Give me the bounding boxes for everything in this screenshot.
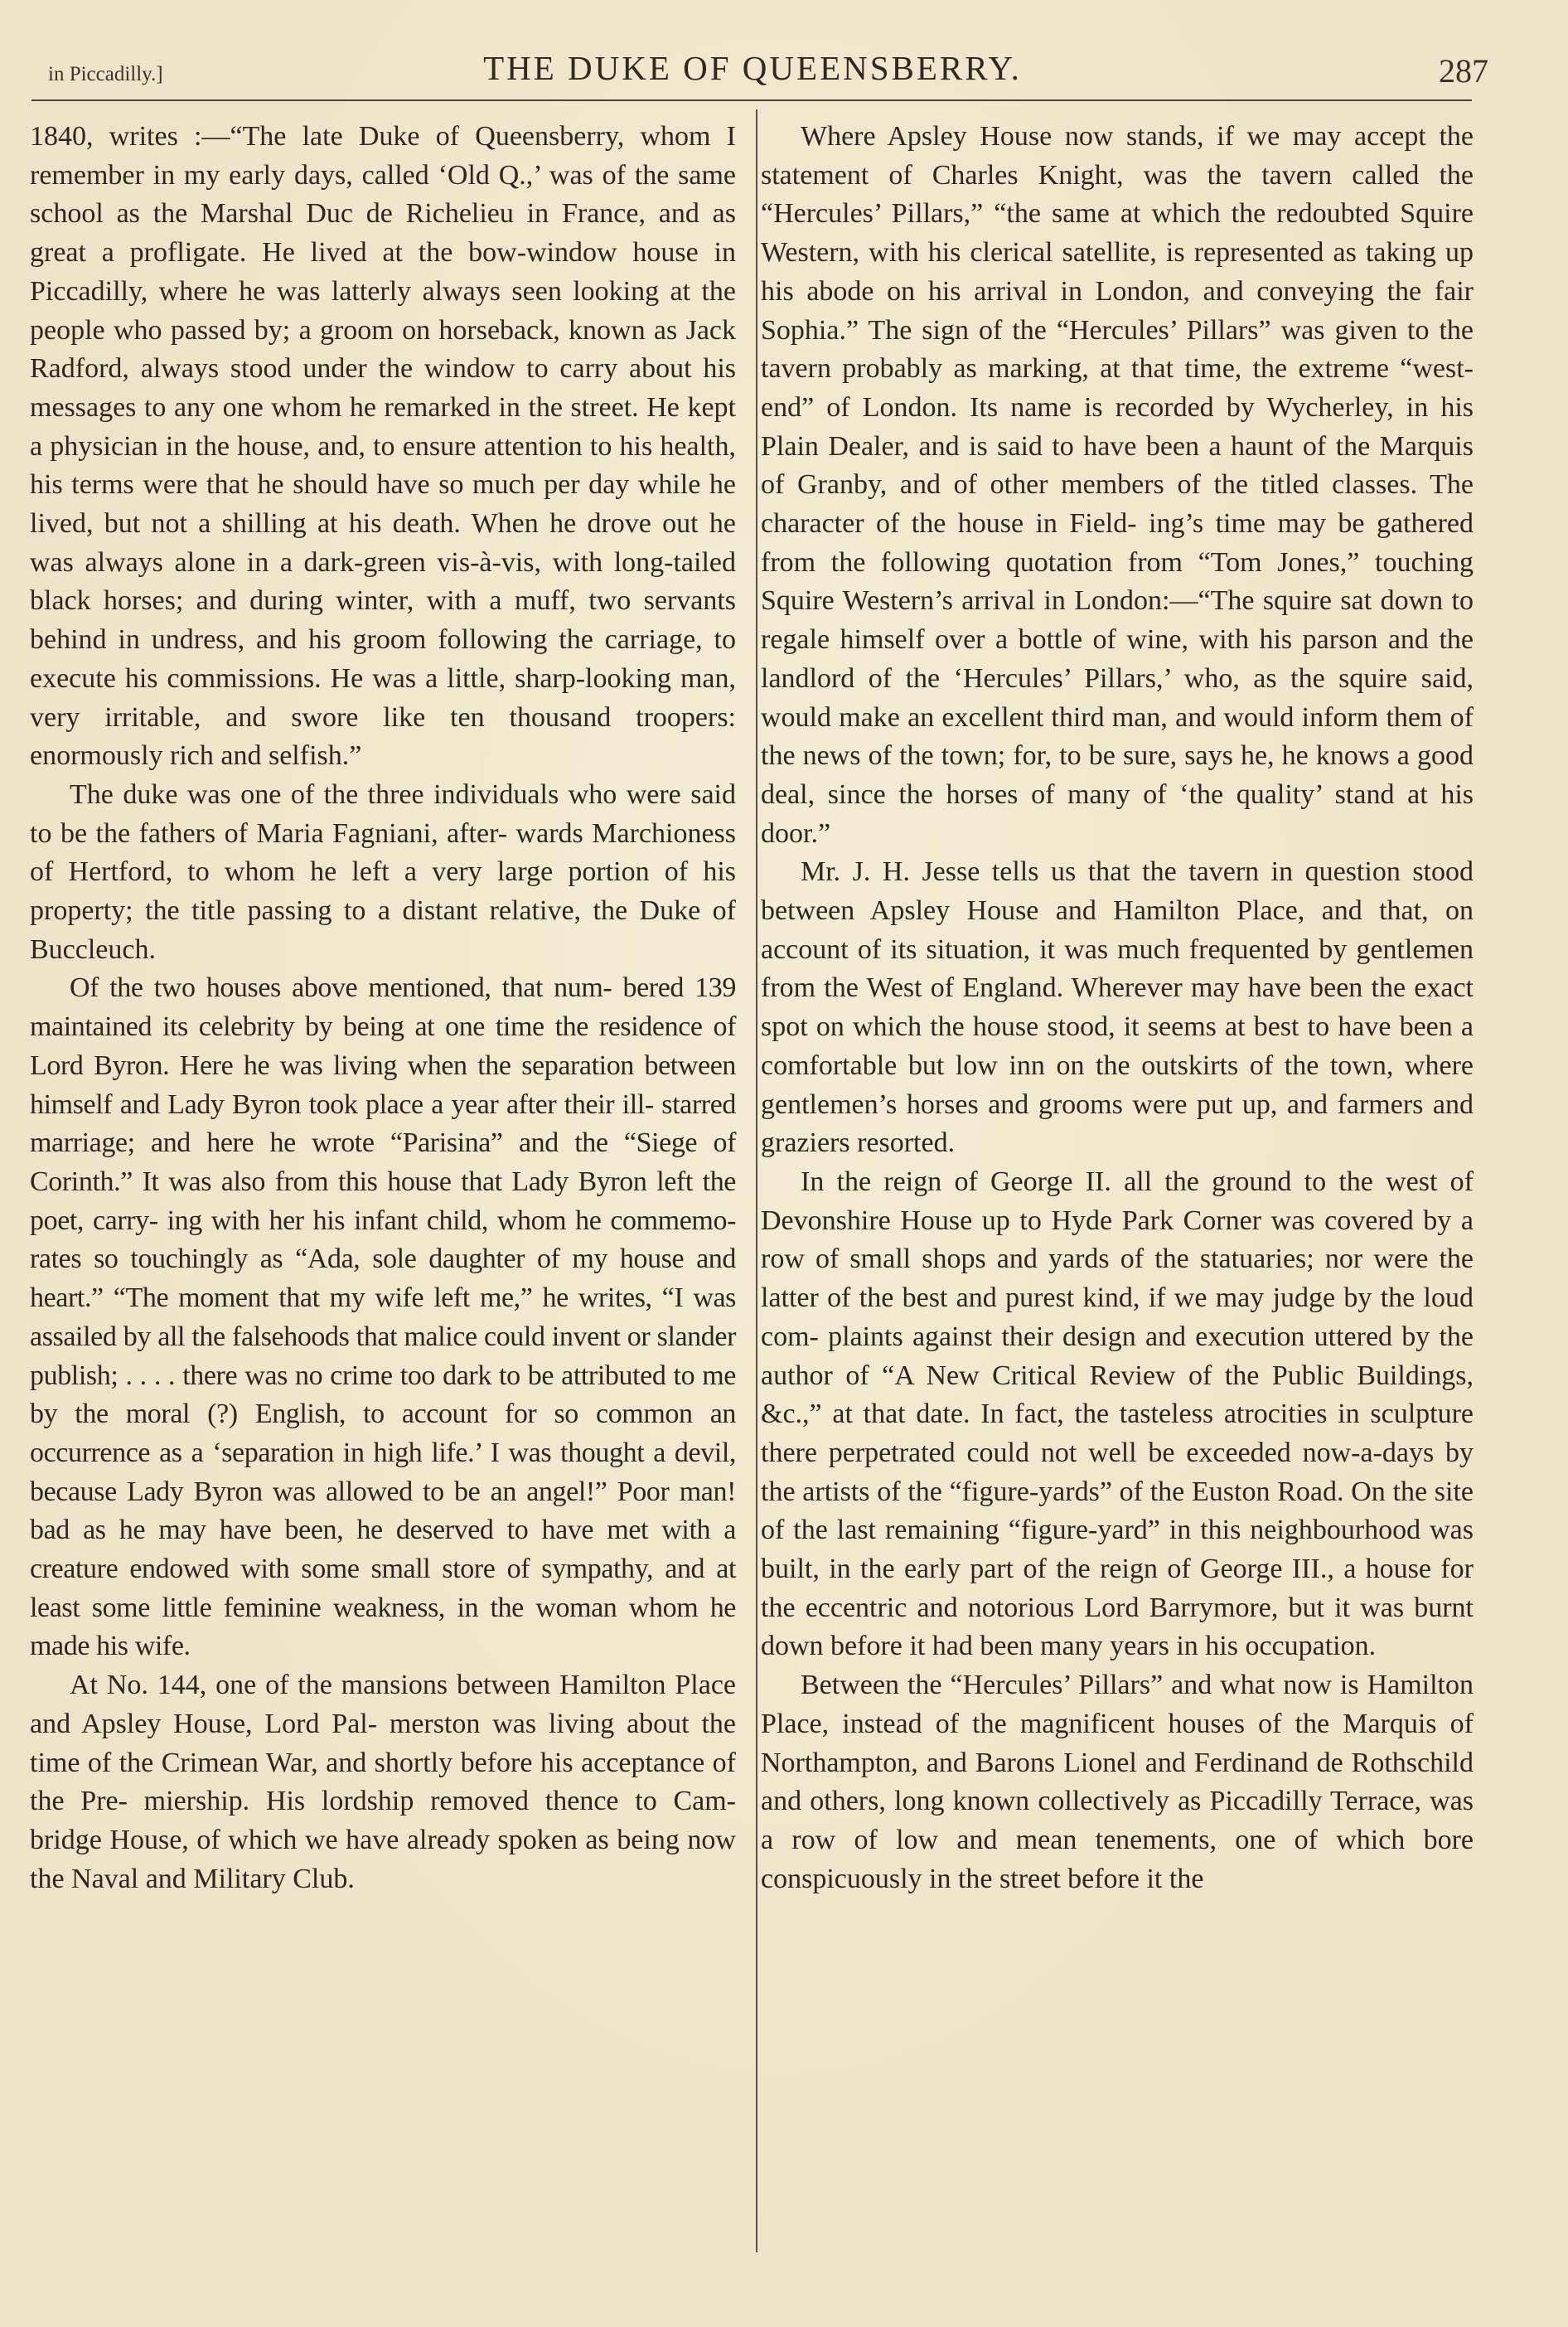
paragraph: Between the “Hercules’ Pillars” and what now is Hamilton Place, instead of the magnificent houses of the Marquis of Northampton, and Barons Lionel and Ferdinand de Rothschild and others, long known collectively as Piccadilly Terrace, was a row of low and mean tenements, one of which bore conspicuously in the street before it the — [761, 1670, 1474, 1894]
paragraph: The duke was one of the three individuals who were said to be the fathers of Maria Fagniani, after- wards Marchioness of Hertford, to whom he left a very large portion of his property; the title passing to a distant relative, the Duke of Buccleuch. — [30, 778, 736, 965]
paragraph: At No. 144, one of the mansions between Hamilton Place and Apsley House, Lord Pal- merston was living about the time of the Crimean War, and shortly before his acceptance of the Pre- miership. His lordship removed thence to Cam- bridge House, of which we have already spoken as being now the Naval and Military Club. — [30, 1670, 736, 1894]
page-number: 287 — [1439, 52, 1488, 90]
running-head-section: in Piccadilly.] — [48, 63, 163, 85]
paragraph: 1840, writes :—“The late Duke of Queensberry, whom I remember in my early days, called ‘Old Q.,’ was of the same school as the Marshal Duc de Richelieu in France, and as great a profligate. He lived at the bow-window house in Piccadilly, where he was latterly always seen looking at the people who passed by; a groom on horseback, known as Jack Radford, always stood under the window to carry about his messages to any one whom he remarked in the street. He kept a physician in the house, and, to ensure attention to his health, his terms were that he should have so much per day while he lived, but not a shilling at his death. When he drove out he was always alone in a dark-green vis-à-vis, with long-tailed black horses; and during winter, with a muff, two servants behind in undress, and his groom following the carriage, to execute his commissions. He was a little, sharp-looking man, very irritable, and swore like ten thousand troopers: enormously rich and selfish.” — [30, 121, 736, 772]
paragraph: Where Apsley House now stands, if we may accept the statement of Charles Knight, was the tavern called the “Hercules’ Pillars,” “the same at which the redoubted Squire Western, with his clerical satellite, is represented as taking up his abode on his arrival in London, and conveying the fair Sophia.” The sign of the “Hercules’ Pillars” was given to the tavern probably as marking, at that time, the extreme “west-end” of London. Its name is recorded by Wycherley, in his Plain Dealer, and is said to have been a haunt of the Marquis of Granby, and of other members of the titled classes. The character of the house in Field- ing’s time may be gathered from the following quotation from “Tom Jones,” touching Squire Western’s arrival in London:—“The squire sat down to regale himself over a bottle of wine, with his parson and the landlord of the ‘Hercules’ Pillars,’ who, as the squire said, would make an excellent third man, and would inform them of the news of the town; for, to be sure, says he, he knows a good deal, since the horses of many of ‘the quality’ stand at his door.” — [761, 121, 1474, 849]
page-title: THE DUKE OF QUEENSBERRY. — [483, 49, 1022, 87]
left-column — [30, 118, 736, 1898]
header-rule — [31, 99, 1472, 101]
column-divider — [756, 109, 757, 2252]
paragraph: Mr. J. H. Jesse tells us that the tavern in question stood between Apsley House and Hamilton Place, and that, on account of its situation, it was much frequented by gentlemen from the West of England. Wherever may have been the exact spot on which the house stood, it seems at best to have been a comfortable but low inn on the outskirts of the town, where gentlemen’s horses and grooms were put up, and farmers and graziers resorted. — [761, 856, 1474, 1159]
paragraph: In the reign of George II. all the ground to the west of Devonshire House up to Hyde Park Corner was covered by a row of small shops and yards of the statuaries; nor were the latter of the best and purest kind, if we may judge by the loud com- plaints against their design and execution uttered by the author of “A New Critical Review of the Public Buildings, &c.,” at that date. In fact, the tasteless atrocities in sculpture there perpetrated could not well be exceeded now-a-days by the artists of the “figure-yards” of the Euston Road. On the site of the last remaining “figure-yard” in this neighbourhood was built, in the early part of the reign of George III., a house for the eccentric and notorious Lord Barrymore, but it was burnt down before it had been many years in his occupation. — [761, 1166, 1474, 1662]
paragraph: Of the two houses above mentioned, that num- bered 139 maintained its celebrity by being at one time the residence of Lord Byron. Here he was living when the separation between himself and Lady Byron took place a year after their ill- starred marriage; and here he wrote “Parisina” and the “Siege of Corinth.” It was also from this house that Lady Byron left the poet, carry- ing with her his infant child, whom he commemo- rates so touchingly as “Ada, sole daughter of my house and heart.” “The moment that my wife left me,” he writes, “I was assailed by all the falsehoods that malice could invent or slander publish; . . . . there was no crime too dark to be attributed to me by the moral (?) English, to account for so common an occurrence as a ‘separation in high life.’ I was thought a devil, because Lady Byron was allowed to be an angel!” Poor man! bad as he may have been, he deserved to have met with a creature endowed with some small store of sympathy, and at least some little feminine weakness, in the woman whom he made his wife. — [30, 972, 736, 1662]
running-header — [33, 43, 1488, 93]
right-column — [761, 118, 1474, 1898]
